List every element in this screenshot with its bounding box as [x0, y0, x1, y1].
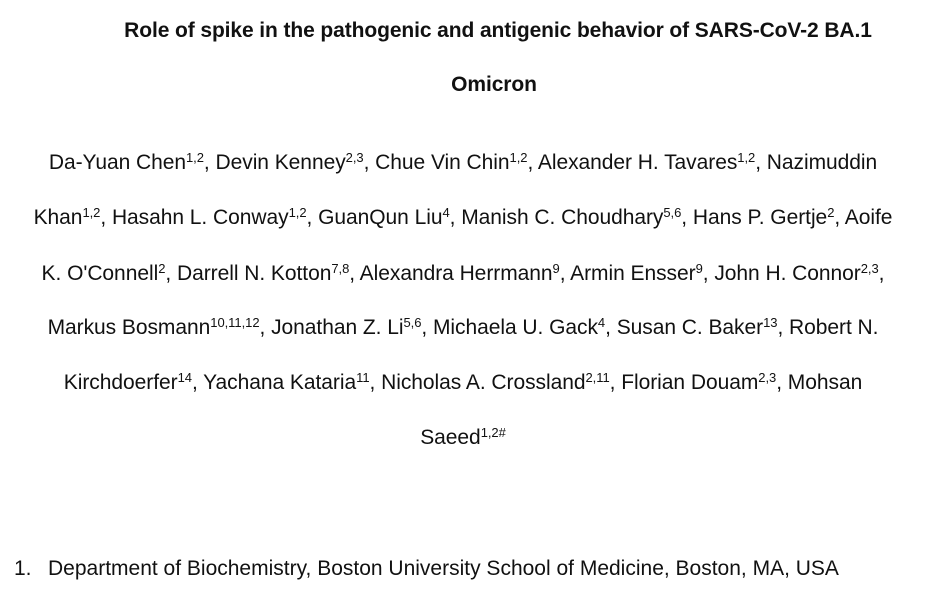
author-name: Hans P. Gertje: [692, 206, 828, 229]
author-affiliation-marker: 9: [552, 261, 560, 276]
author-affiliation-marker: 10,11,12: [210, 315, 260, 330]
affiliation-number: 1.: [14, 557, 32, 580]
author-affiliation-marker: 7,8: [331, 261, 350, 276]
author-name: Michaela U. Gack: [432, 316, 598, 339]
author-separator: ,: [165, 262, 177, 285]
author-name: Florian Douam: [621, 371, 759, 394]
author-affiliation-marker: 14: [177, 370, 192, 385]
author-line-5: [0, 371, 926, 395]
author-separator: ,: [259, 316, 272, 339]
author-name: Manish C. Choudhary: [461, 206, 664, 229]
author-name: Alexandra Herrmann: [359, 262, 553, 285]
author-affiliation-marker: 1,2: [82, 205, 101, 220]
author-affiliation-marker: 4: [442, 205, 450, 220]
author-name: John H. Connor: [714, 262, 861, 285]
affiliation-item: [14, 557, 839, 581]
author-line-3: [0, 262, 926, 286]
author-separator: , Mohsan: [776, 371, 863, 394]
author-affiliation-marker: 1,2: [186, 150, 204, 165]
author-name: K. O'Connell: [41, 262, 159, 285]
author-name: Kirchdoerfer: [63, 371, 178, 394]
author-affiliation-marker: 2,3: [345, 150, 364, 165]
author-line-1: [0, 151, 926, 175]
author-separator: ,: [702, 262, 715, 285]
author-affiliation-marker: 5,6: [663, 205, 682, 220]
author-separator: , Nazimuddin: [755, 151, 878, 174]
author-separator: ,: [681, 206, 693, 229]
author-name: Nicholas A. Crossland: [381, 371, 586, 394]
author-affiliation-marker: 1,2: [509, 150, 528, 165]
author-name: Da-Yuan Chen: [48, 151, 186, 174]
author-affiliation-marker: 13: [763, 315, 778, 330]
author-separator: ,: [203, 151, 216, 174]
author-separator: , Robert N.: [777, 316, 879, 339]
author-affiliation-marker: 1,2#: [480, 425, 506, 440]
author-name: Jonathan Z. Li: [271, 316, 404, 339]
author-separator: ,: [421, 316, 433, 339]
author-name: Markus Bosmann: [47, 316, 211, 339]
author-line-6: [0, 426, 926, 450]
author-name: Chue Vin Chin: [375, 151, 510, 174]
author-name: Alexander H. Tavares: [537, 151, 738, 174]
author-affiliation-marker: 2: [827, 205, 835, 220]
paper-title-line-1: Role of spike in the pathogenic and antigenic behavior of SARS-CoV-2 BA.1: [124, 19, 872, 42]
author-separator: , Aoife: [834, 206, 893, 229]
author-name: Devin Kenney: [215, 151, 346, 174]
author-name: Susan C. Baker: [616, 316, 764, 339]
author-affiliation-marker: 1,2: [288, 205, 307, 220]
author-name: Saeed: [420, 426, 481, 449]
author-affiliation-marker: 2: [158, 261, 166, 276]
author-separator: ,: [363, 151, 376, 174]
author-separator: ,: [306, 206, 319, 229]
author-separator: ,: [449, 206, 462, 229]
author-separator: ,: [605, 316, 617, 339]
author-name: Yachana Kataria: [203, 371, 357, 394]
author-separator: ,: [527, 151, 538, 174]
author-separator: ,: [878, 262, 885, 285]
author-affiliation-marker: 2,3: [758, 370, 777, 385]
author-name: Armin Ensser: [570, 262, 696, 285]
author-affiliation-marker: 5,6: [403, 315, 422, 330]
paper-title-line-2: Omicron: [451, 73, 537, 96]
author-line-4: [0, 316, 926, 340]
author-name: Darrell N. Kotton: [176, 262, 332, 285]
author-separator: ,: [609, 371, 622, 394]
author-affiliation-marker: 4: [597, 315, 606, 330]
author-affiliation-marker: 2,11: [585, 370, 610, 385]
author-line-2: [0, 206, 926, 230]
affiliation-text: Department of Biochemistry, Boston University School of Medicine, Boston, MA, USA: [48, 557, 839, 580]
author-affiliation-marker: 11: [356, 370, 370, 385]
author-separator: ,: [349, 262, 360, 285]
author-affiliation-marker: 2,3: [860, 261, 879, 276]
author-separator: ,: [369, 371, 382, 394]
author-name: Hasahn L. Conway: [111, 206, 289, 229]
author-affiliation-marker: 1,2: [737, 150, 756, 165]
author-affiliation-marker: 9: [695, 261, 703, 276]
author-name: Khan: [33, 206, 83, 229]
author-separator: ,: [559, 262, 571, 285]
author-separator: ,: [191, 371, 204, 394]
author-name: GuanQun Liu: [318, 206, 443, 229]
author-separator: ,: [100, 206, 112, 229]
